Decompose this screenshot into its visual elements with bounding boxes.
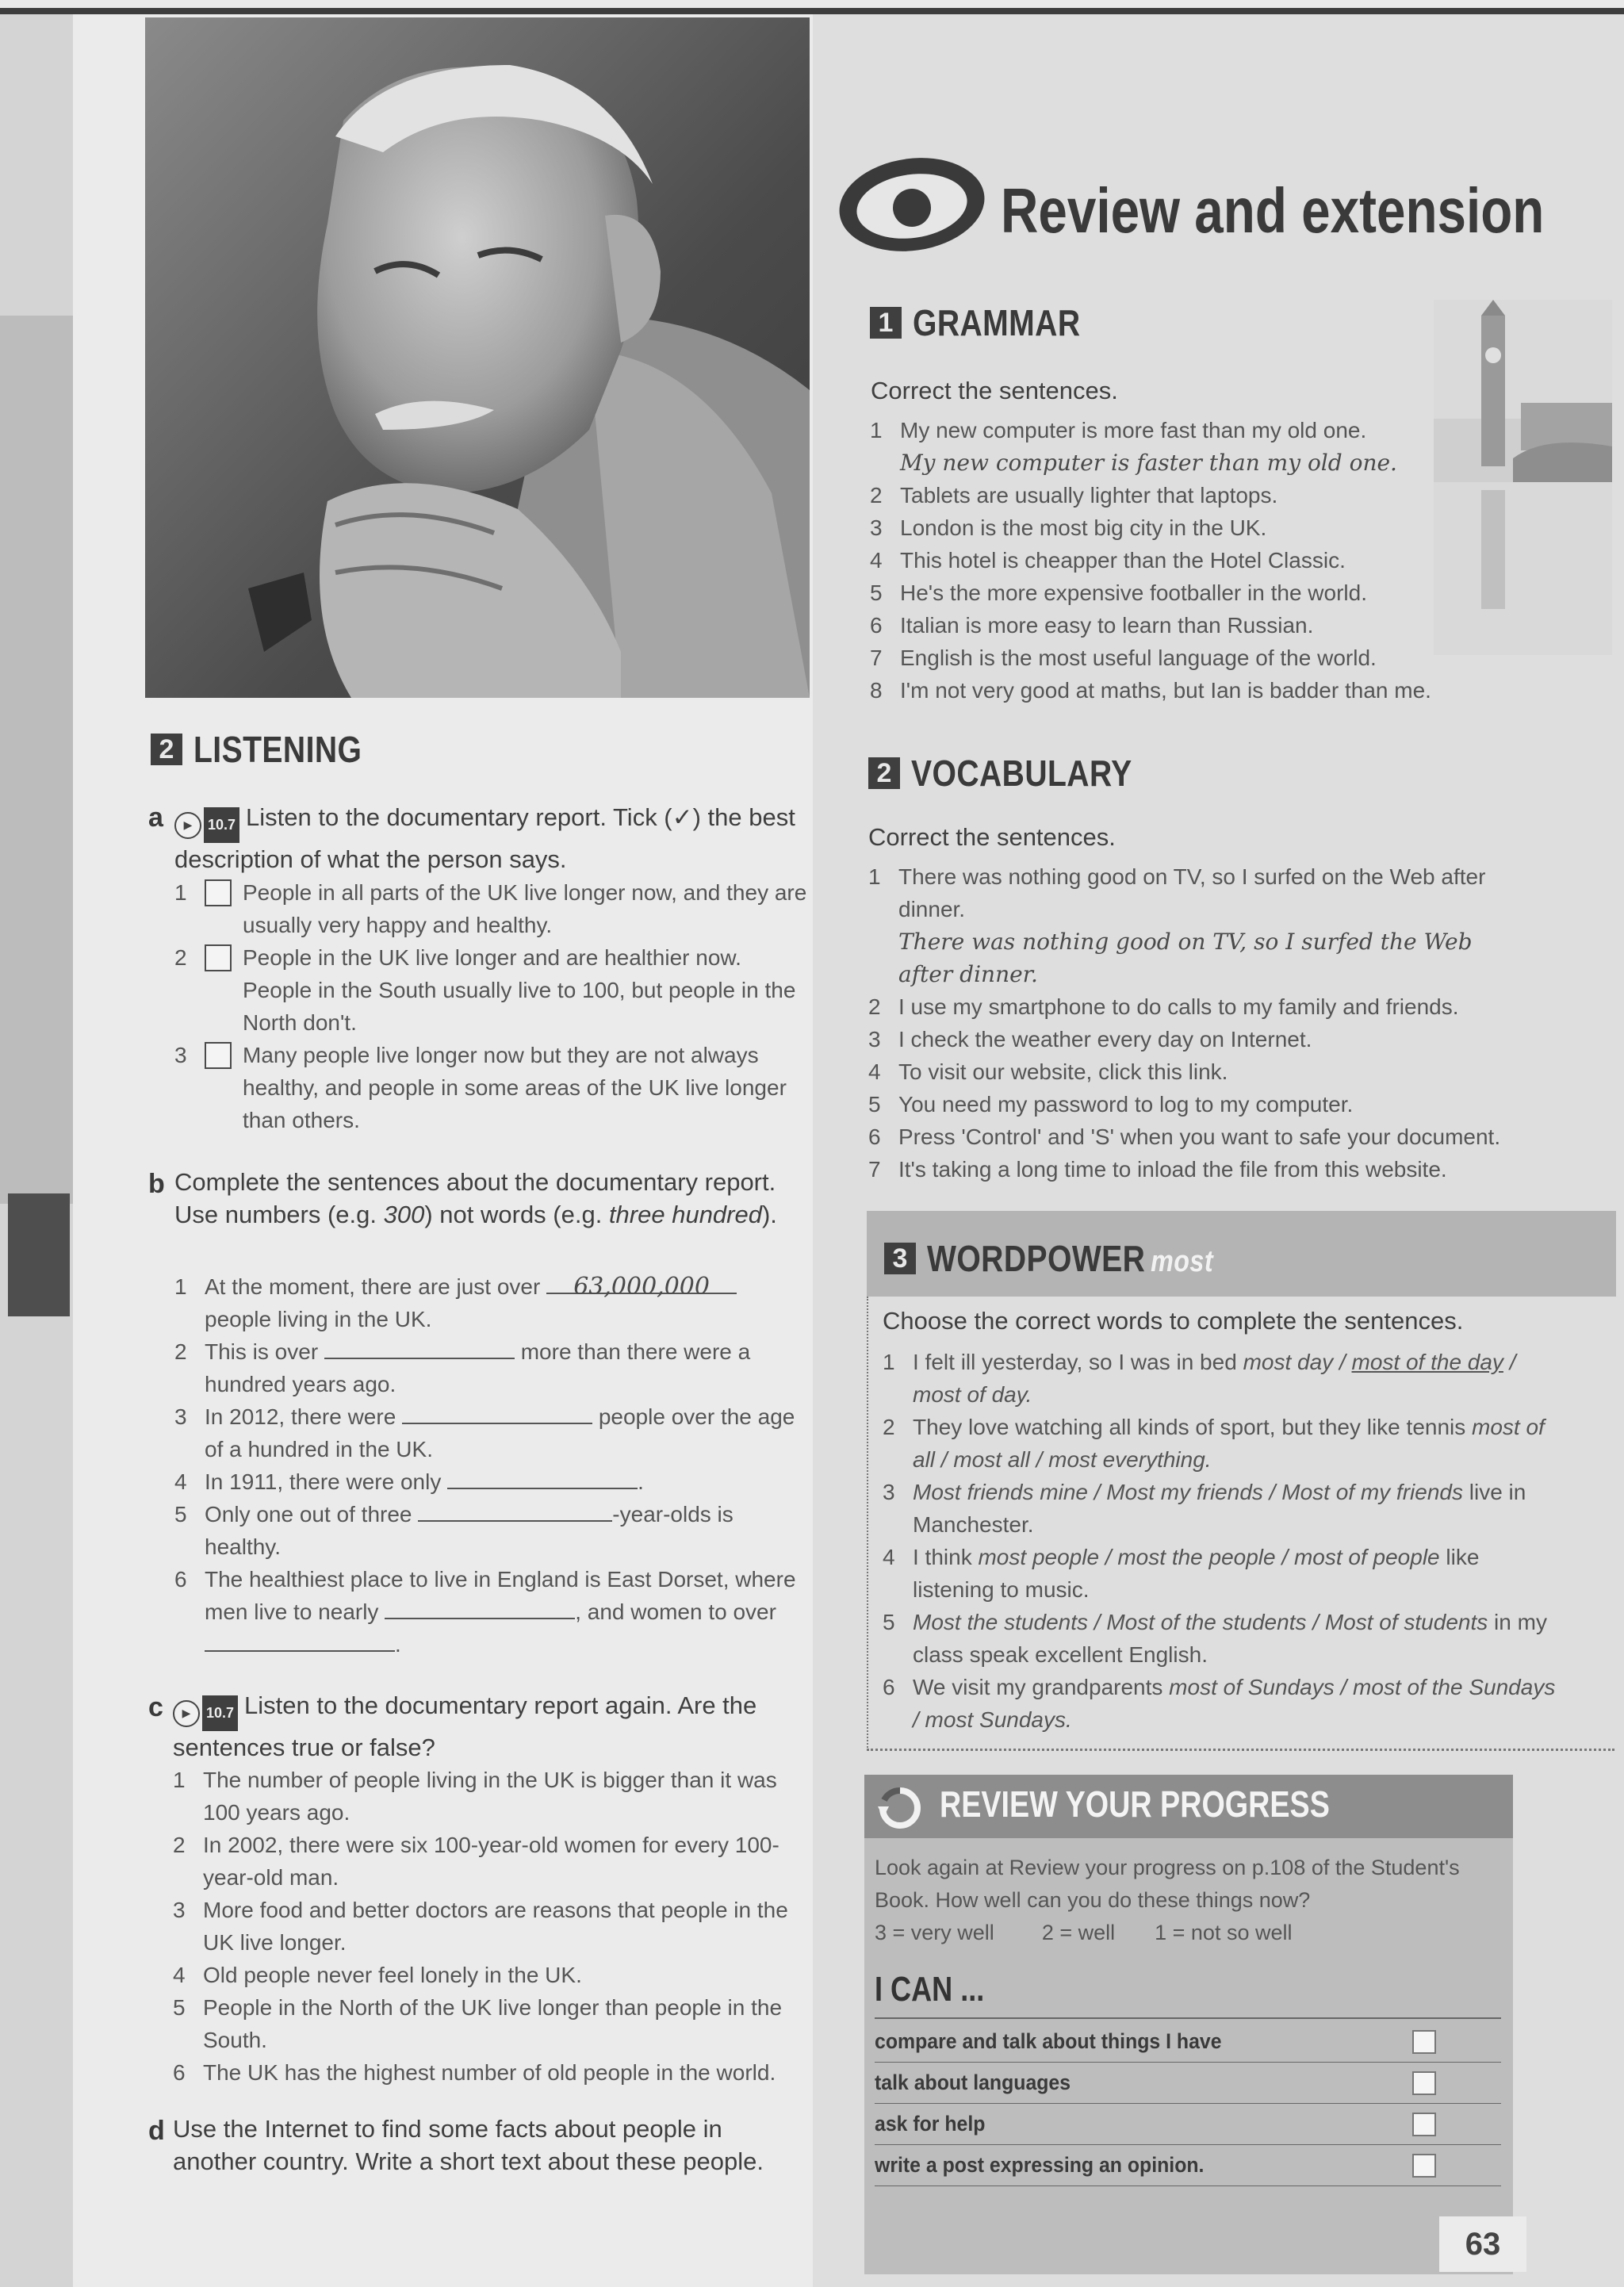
ican-title: I CAN ... <box>875 1970 985 2009</box>
grammar-instruction: Correct the sentences. <box>871 377 1118 404</box>
ican-row: ask for help <box>875 2104 1501 2143</box>
list-item: 1 People in all parts of the UK live longer now, and they are usually very happy and healthy. <box>174 880 807 937</box>
answer-field[interactable] <box>324 1335 515 1359</box>
section-number: 3 <box>884 1243 916 1274</box>
self-rating-checkbox[interactable] <box>1412 2154 1436 2178</box>
review-progress-title: REVIEW YOUR PROGRESS <box>940 1783 1330 1825</box>
answer-field[interactable] <box>402 1400 592 1424</box>
review-progress-text: Look again at Review your progress on p.108 of the Student's Book. How well can you do these things now? <box>875 1856 1460 1912</box>
question-letter-b: b <box>148 1169 165 1199</box>
audio-icon[interactable]: ▶ 10.7 <box>174 807 239 843</box>
vocabulary-heading <box>868 752 1171 795</box>
audio-icon[interactable]: ▶ 10.7 <box>173 1695 238 1731</box>
progress-cycle-icon <box>876 1786 924 1830</box>
section-number: 2 <box>868 757 900 789</box>
section-title: GRAMMAR <box>913 302 1081 343</box>
self-rating-checkbox[interactable] <box>1412 2071 1436 2095</box>
tick-checkbox[interactable] <box>205 879 232 906</box>
section-title: LISTENING <box>193 729 362 770</box>
question-letter-a: a <box>148 803 163 833</box>
top-rule <box>0 8 1624 14</box>
listening-b-instruction: Complete the sentences about the documentary report. Use numbers (e.g. 300) not words (e.g. three hundred). <box>174 1168 777 1228</box>
answer-field[interactable] <box>447 1465 638 1489</box>
page-number: 63 <box>1439 2216 1526 2272</box>
section-number: 2 <box>151 734 182 765</box>
listening-heading <box>151 728 392 771</box>
section-number: 1 <box>870 307 902 339</box>
facing-page-edge <box>0 14 73 2287</box>
listening-d-instruction: Use the Internet to find some facts about people in another country. Write a short text about these people. <box>173 2115 764 2175</box>
question-letter-d: d <box>148 2116 165 2146</box>
vocabulary-instruction: Correct the sentences. <box>868 823 1116 851</box>
grammar-heading <box>870 301 1110 344</box>
list-item: 3 Many people live longer now but they are not always healthy, and people in some areas of the UK live longer than others. <box>174 1043 787 1132</box>
answer-field[interactable] <box>205 1628 395 1652</box>
list-item: 2 People in the UK live longer and are healthier now. People in the South usually live to 100, but people in the North don't. <box>174 945 796 1035</box>
wordpower-heading <box>884 1237 1264 1280</box>
section-title: VOCABULARY <box>911 753 1132 794</box>
listening-c-instruction: ▶ 10.7 Listen to the documentary report again. Are the sentences true or false? <box>173 1691 757 1761</box>
ican-row: write a post expressing an opinion. <box>875 2145 1501 2185</box>
answer-field[interactable] <box>385 1596 575 1619</box>
tick-checkbox[interactable] <box>205 1042 232 1069</box>
unit-logo-icon <box>833 151 991 258</box>
wordpower-instruction: Choose the correct words to complete the sentences. <box>883 1307 1464 1335</box>
self-rating-checkbox[interactable] <box>1412 2030 1436 2054</box>
ican-row: compare and talk about things I have <box>875 2021 1501 2061</box>
facing-page-dark-block <box>8 1193 70 1316</box>
answer-field[interactable]: 63,000,000 <box>546 1270 737 1294</box>
tick-checkbox[interactable] <box>205 944 232 971</box>
listening-a-instruction: ▶ 10.7 Listen to the documentary report. Tick (✓) the best description of what the person says. <box>174 803 795 873</box>
section-title: WORDPOWER most <box>927 1238 1214 1279</box>
ican-row: talk about languages <box>875 2063 1501 2102</box>
answer-field[interactable] <box>418 1498 612 1522</box>
question-letter-c: c <box>148 1692 163 1722</box>
self-rating-checkbox[interactable] <box>1412 2113 1436 2136</box>
page-title: Review and extension <box>1001 175 1545 246</box>
rating-scale: 3 = very well 2 = well 1 = not so well <box>875 1921 1293 1944</box>
elderly-man-photo <box>145 17 810 698</box>
